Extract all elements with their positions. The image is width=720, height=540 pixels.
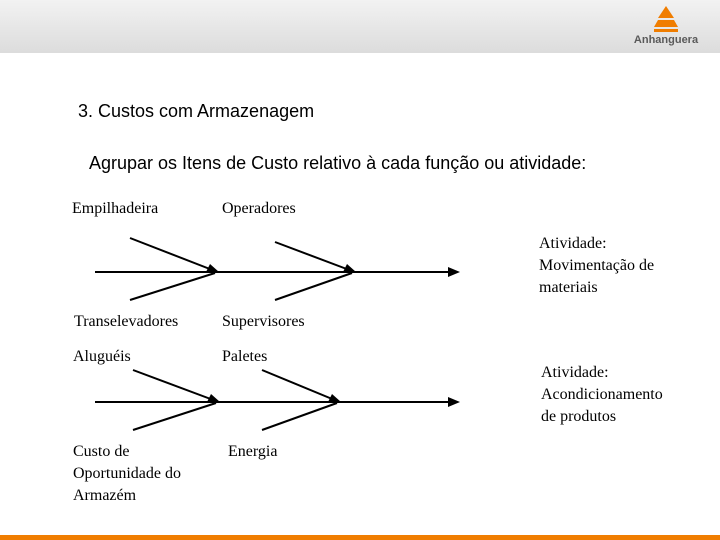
activity2-line2: Acondicionamento [541, 386, 663, 403]
diagram1-bone-bottom-2 [275, 273, 352, 300]
diagram1-bone-bottom-1 [130, 273, 215, 300]
slide-subtitle: Agrupar os Itens de Custo relativo à cada função ou atividade: [89, 153, 587, 173]
slide-title: 3. Custos com Armazenagem [78, 101, 315, 121]
label-custo-oportunidade [73, 441, 181, 507]
activity1-label [539, 233, 654, 299]
footer-accent-bar [0, 535, 720, 540]
label-operadores: Operadores [222, 200, 296, 217]
custo-line2: Oportunidade do [73, 465, 181, 482]
label-empilhadeira: Empilhadeira [72, 200, 159, 217]
activity1-line1: Atividade: [539, 235, 607, 252]
diagram2-bone-bottom-2 [262, 403, 337, 430]
diagram2-spine-arrowhead [448, 397, 460, 407]
diagram1-spine-arrowhead [448, 267, 460, 277]
label-energia: Energia [228, 443, 278, 460]
activity1-line2: Movimentação de [539, 257, 655, 274]
label-supervisores: Supervisores [222, 313, 305, 330]
activity2-line3: de produtos [541, 408, 617, 425]
diagram2-bone-top-1 [133, 370, 216, 401]
brand-name: Anhanguera [633, 34, 699, 46]
custo-line3: Armazém [73, 487, 137, 504]
activity2-line1: Atividade: [541, 364, 609, 381]
activity2-label [541, 362, 663, 428]
label-alugueis: Aluguéis [73, 348, 131, 365]
diagram2-bone-top-2 [262, 370, 337, 401]
label-paletes: Paletes [222, 348, 268, 365]
activity1-line3: materiais [539, 279, 598, 296]
custo-line1: Custo de [73, 443, 130, 460]
diagram1-bone-top-1 [130, 238, 215, 271]
diagram1-bone-top-2 [275, 242, 352, 271]
diagram2-bone-bottom-1 [133, 403, 216, 430]
label-transelevadores: Transelevadores [74, 313, 179, 330]
